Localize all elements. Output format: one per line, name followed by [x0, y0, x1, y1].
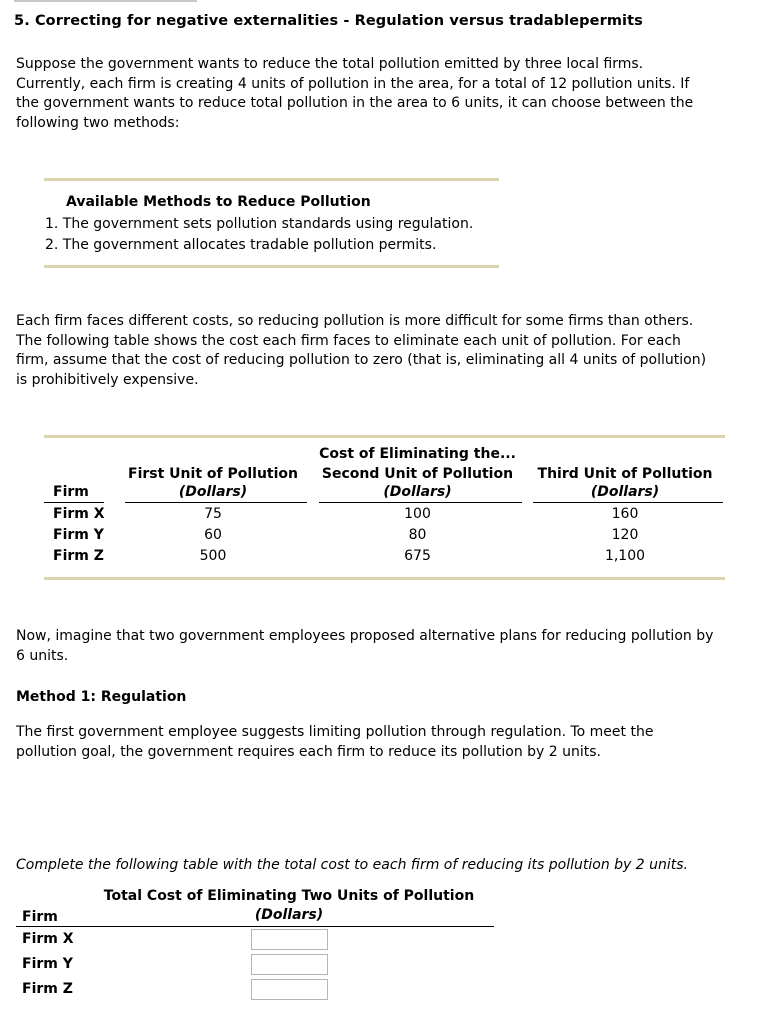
- methods-bottom-rule: [44, 265, 499, 268]
- cost-table: [44, 435, 725, 580]
- method-item-1: 1. The government sets pollution standards using regulation.: [45, 216, 474, 232]
- table-row: Firm Y 60 80 120: [53, 527, 639, 543]
- col-first-units: (Dollars): [178, 484, 248, 500]
- cost-group-header: Cost of Eliminating the...: [319, 446, 516, 462]
- method-item-2: 2. The government allocates tradable pollution permits.: [45, 237, 437, 253]
- table-row: Firm Z 500 675 1,100: [53, 548, 646, 564]
- costs-paragraph: Each firm faces different costs, so reducing pollution is more difficult for some firms than others. The following table shows the cost each firm faces to eliminate each unit of pollution. For each firm, assume that the cost of reducing pollution to zero (that is, eliminating all 4 units of pollution) is prohibitively expensive.: [16, 313, 707, 389]
- methods-list: [44, 214, 499, 256]
- answer-col-units: (Dollars): [254, 907, 324, 923]
- col-second-units: (Dollars): [383, 484, 452, 500]
- methods-top-rule: [44, 178, 499, 181]
- instruction-text: Complete the following table with the total cost to each firm of reducing its pollution by 2 units.: [16, 857, 688, 873]
- col-second-unit: Second Unit of Pollution: [321, 466, 514, 482]
- method1-heading: Method 1: Regulation: [16, 689, 187, 705]
- plans-paragraph: Now, imagine that two government employees proposed alternative plans for reducing pollution by 6 units.: [16, 628, 714, 664]
- table-row: Firm Z: [16, 978, 494, 1003]
- col-firm: Firm: [53, 484, 89, 500]
- method1-paragraph: The first government employee suggests limiting pollution through regulation. To meet the pollution goal, the government requires each firm to reduce its pollution by 2 units.: [16, 724, 654, 760]
- methods-title: Available Methods to Reduce Pollution: [66, 194, 371, 210]
- top-divider: [14, 0, 197, 2]
- firm-z-total-cost-input[interactable]: [251, 979, 328, 1000]
- col-third-unit: Third Unit of Pollution: [537, 466, 713, 482]
- intro-paragraph: Suppose the government wants to reduce the total pollution emitted by three local firms. Currently, each firm is creating 4 units of pollution in the area, for a total of 12 pollution units. If the government wants to reduce total pollution in the area to 6 units, it can choose between the following two methods:: [16, 56, 694, 132]
- cost-table-top-rule: [44, 435, 725, 438]
- firm-y-total-cost-input[interactable]: [251, 954, 328, 975]
- col-first-unit: First Unit of Pollution: [128, 466, 298, 482]
- table-row: Firm X 75 100 160: [53, 506, 639, 522]
- answer-col-header: Total Cost of Eliminating Two Units of Pollution: [103, 888, 475, 904]
- firm-x-total-cost-input[interactable]: [251, 929, 328, 950]
- question-title: 5. Correcting for negative externalities - Regulation versus tradablepermits: [14, 13, 643, 29]
- methods-box: [44, 178, 499, 268]
- answer-col-firm: Firm: [22, 909, 58, 925]
- answer-table: [16, 888, 494, 1003]
- cost-table-bottom-rule: [44, 577, 725, 580]
- col-third-units: (Dollars): [590, 484, 660, 500]
- table-row: Firm Y: [16, 953, 494, 978]
- table-row: Firm X: [16, 928, 494, 953]
